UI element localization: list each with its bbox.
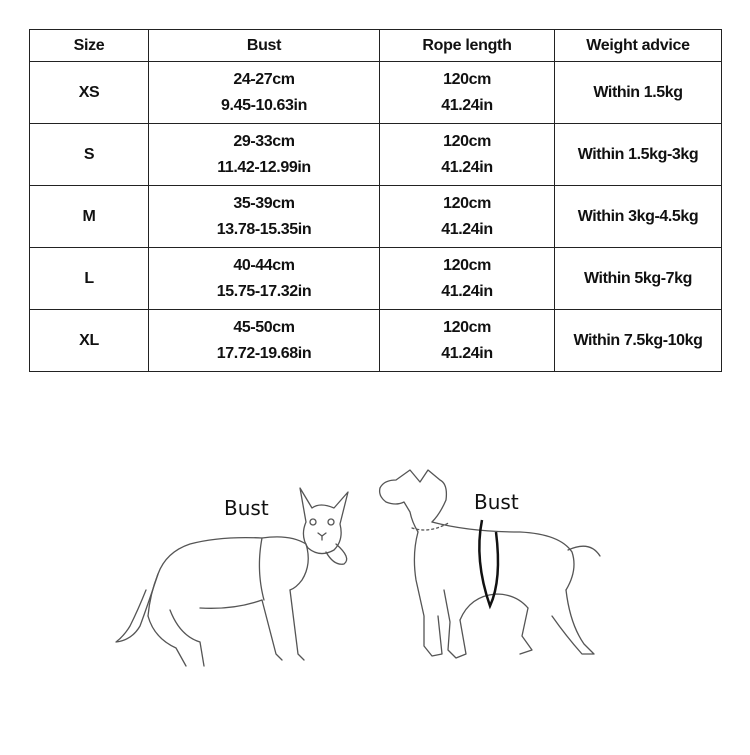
weight-cell: Within 7.5kg-10kg [555, 310, 722, 372]
table-row [30, 310, 722, 372]
size-chart-table [29, 29, 722, 372]
measurement-illustration [0, 440, 750, 750]
weight-cell: Within 1.5kg-3kg [555, 124, 722, 186]
rope-cell [380, 186, 555, 248]
table-row [30, 248, 722, 310]
size-cell: M [30, 186, 149, 248]
bust-cm: 29-33cm [233, 132, 295, 150]
bust-cm: 45-50cm [233, 318, 295, 336]
header-size: Size [30, 30, 149, 62]
header-bust: Bust [149, 30, 380, 62]
size-cell: XS [30, 62, 149, 124]
table-row [30, 124, 722, 186]
bust-in: 13.78-15.35in [216, 220, 312, 238]
bust-cm: 24-27cm [233, 70, 295, 88]
bust-cell [149, 62, 380, 124]
size-cell: L [30, 248, 149, 310]
bust-cell [149, 248, 380, 310]
bust-cm: 40-44cm [233, 256, 295, 274]
rope-cell [380, 124, 555, 186]
dog-bust-ring [479, 520, 498, 606]
rope-cm: 120cm [443, 70, 491, 88]
rope-cm: 120cm [443, 132, 491, 150]
bust-cell [149, 186, 380, 248]
weight-cell: Within 5kg-7kg [555, 248, 722, 310]
table-row [30, 186, 722, 248]
weight-cell: Within 1.5kg [555, 62, 722, 124]
rope-cell [380, 62, 555, 124]
rope-cell [380, 248, 555, 310]
bust-cm: 35-39cm [233, 194, 295, 212]
size-cell: XL [30, 310, 149, 372]
bust-in: 9.45-10.63in [221, 96, 307, 114]
rope-cm: 120cm [443, 318, 491, 336]
rope-in: 41.24in [441, 344, 493, 362]
table-row [30, 62, 722, 124]
bust-cell [149, 310, 380, 372]
dog-bust-label: Bust [474, 490, 519, 514]
bust-in: 17.72-19.68in [216, 344, 312, 362]
weight-cell: Within 3kg-4.5kg [555, 186, 722, 248]
rope-cm: 120cm [443, 194, 491, 212]
pet-outline-drawing [0, 440, 750, 750]
size-cell: S [30, 124, 149, 186]
rope-cell [380, 310, 555, 372]
bust-in: 11.42-12.99in [217, 158, 311, 176]
header-rope-length: Rope length [380, 30, 555, 62]
rope-in: 41.24in [441, 158, 493, 176]
rope-in: 41.24in [441, 96, 493, 114]
cat-bust-label: Bust [224, 496, 269, 520]
rope-in: 41.24in [441, 220, 493, 238]
table-header-row [30, 30, 722, 62]
bust-in: 15.75-17.32in [216, 282, 312, 300]
header-weight-advice: Weight advice [555, 30, 722, 62]
rope-cm: 120cm [443, 256, 491, 274]
rope-in: 41.24in [441, 282, 493, 300]
bust-cell [149, 124, 380, 186]
